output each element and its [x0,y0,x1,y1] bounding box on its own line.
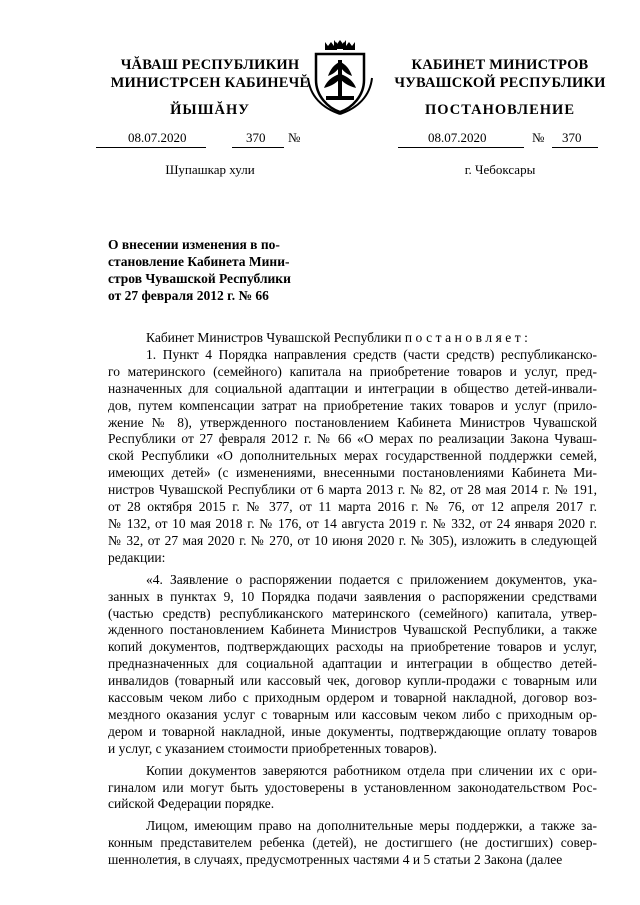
body-line: № 132, от 10 мая 2018 г. № 176, от 14 августа 2019 г. № 332, от 24 января 2020 г. [108,515,597,531]
body-line: (частью средств) республиканского материнского (семейного) капитала, утвер- [108,605,597,621]
header-left-line1: ЧĂВАШ РЕСПУБЛИКИН [120,57,300,73]
body-line: дером и товарной накладной, иные документы, подтверждающие оплату товаров [108,723,597,739]
body-line: копий документов, подтверждающих расходы на приобретение товаров и услуг, [108,639,597,655]
header-left-place: Шупашкар хули [165,162,255,177]
body-line: редакции: [108,549,166,565]
body-line: № 32, от 27 мая 2020 г. № 270, от 10 июня 2020 г. № 305), изложить в следующей [108,532,597,548]
body-line: шеннолетия, в случаях, предусмотренных частями 4 и 5 статьи 2 Закона (далее [108,852,563,868]
body-line: ской Республики «О дополнительных мерах государственной поддержки семей, [108,448,597,464]
subject-line: О внесении изменения в по- [108,237,280,252]
header-right-date-underline [398,147,524,148]
body-line: назначенных для социальной адаптации и интеграции в общество детей-инвали- [108,380,597,396]
paragraph-2 [108,572,597,758]
body-line: имеющих детей» (с изменениями, внесенными постановлениями Кабинета Ми- [108,465,597,481]
header-right [375,56,625,92]
paragraph-4 [108,818,597,869]
paragraph-3 [108,763,597,814]
body-line: го материнского (семейного) капитала на приобретение товаров и услуг, пред- [108,363,597,379]
header-right-line2: ЧУВАШСКОЙ РЕСПУБЛИКИ [394,75,606,91]
body-line: мездного оказания услуг с товарным или кассовым чеком либо с приходным ор- [108,706,597,722]
body-line: «4. Заявление о распоряжении подается с приложением документов, ука- [146,571,597,587]
body-line: нистров Чувашской Республики от 6 марта 2013 г. № 82, от 28 мая 2014 г. № 191, [108,482,597,498]
body-line: от 28 октября 2015 г. № 377, от 11 марта 2016 г. № 76, от 12 апреля 2017 г. [108,499,597,515]
body-line: и услуг, с указанием стоимости приобретенных товаров). [108,740,438,756]
subject-line: становление Кабинета Мини- [108,254,290,269]
body-line: гиналом или могут быть удостоверены в установленном законодательством Рос- [108,779,597,795]
intro-paragraph [108,330,597,347]
header-left-date-underline [96,147,206,148]
header-left-date: 08.07.2020 [128,130,187,145]
document-body [108,330,597,869]
body-line: Республики от 27 февраля 2012 г. № 66 «О мерах по реализации Закона Чуваш- [108,431,597,447]
body-line: конным представителем ребенка (детей), не достигшего (не достигших) совер- [108,835,597,851]
document-subject [108,236,306,304]
header-left-number-underline [232,147,284,148]
header-left-number: 370 [246,130,266,145]
body-line: жденного постановлением Кабинета Министров Чувашской Республики, а также [108,622,597,638]
header-right-place: г. Чебоксары [464,162,536,177]
body-line: жение № 8), утвержденного постановлением Кабинета Министров Чувашской [108,414,597,430]
subject-line: стров Чувашской Республики [108,271,291,286]
subject-line: от 27 февраля 2012 г. № 66 [108,288,269,303]
intro-verb: постановляет: [404,330,532,345]
header-right-number-underline [552,147,598,148]
paragraph-1 [108,347,597,567]
body-line: дов, путем компенсации затрат на приобретение таких товаров и услуг (прило- [108,397,597,413]
header-right-title: ПОСТАНОВЛЕНИЕ [424,102,575,118]
body-line: Лицом, имеющим право на дополнительные меры поддержки, а также за- [146,818,597,834]
header-left-number-sign: № [288,130,301,145]
body-line: занных в пунктах 9, 10 Порядка подачи заявления о распоряжении средствами [108,588,597,604]
body-line: инвалидов (товарный или кассовый чек, договор купли-продажи с товарным или [108,673,597,689]
body-line: 1. Пункт 4 Порядка направления средств (части средств) республиканско- [146,346,597,362]
header-left-title: ЙЫШĂНУ [170,102,250,118]
header-right-number-sign: № [532,130,545,145]
body-line: предназначенных для социальной адаптации и интеграции в общество детей- [108,656,597,672]
header-left-line2: МИНИСТРСЕН КАБИНЕЧĔ [110,75,310,91]
body-line: сийской Федерации порядке. [108,796,275,812]
header-right-date: 08.07.2020 [428,130,487,145]
header-right-number: 370 [562,130,582,145]
body-line: кассовым чеком либо с приходным ордером и товарной накладной, договор воз- [108,690,597,706]
header-left [85,56,335,92]
header-right-line1: КАБИНЕТ МИНИСТРОВ [411,57,589,73]
body-line: Копии документов заверяются работником отдела при сличении их с ори- [146,762,597,778]
coat-of-arms-icon [300,38,380,118]
intro-prefix: Кабинет Министров Чувашской Республики [146,330,405,345]
